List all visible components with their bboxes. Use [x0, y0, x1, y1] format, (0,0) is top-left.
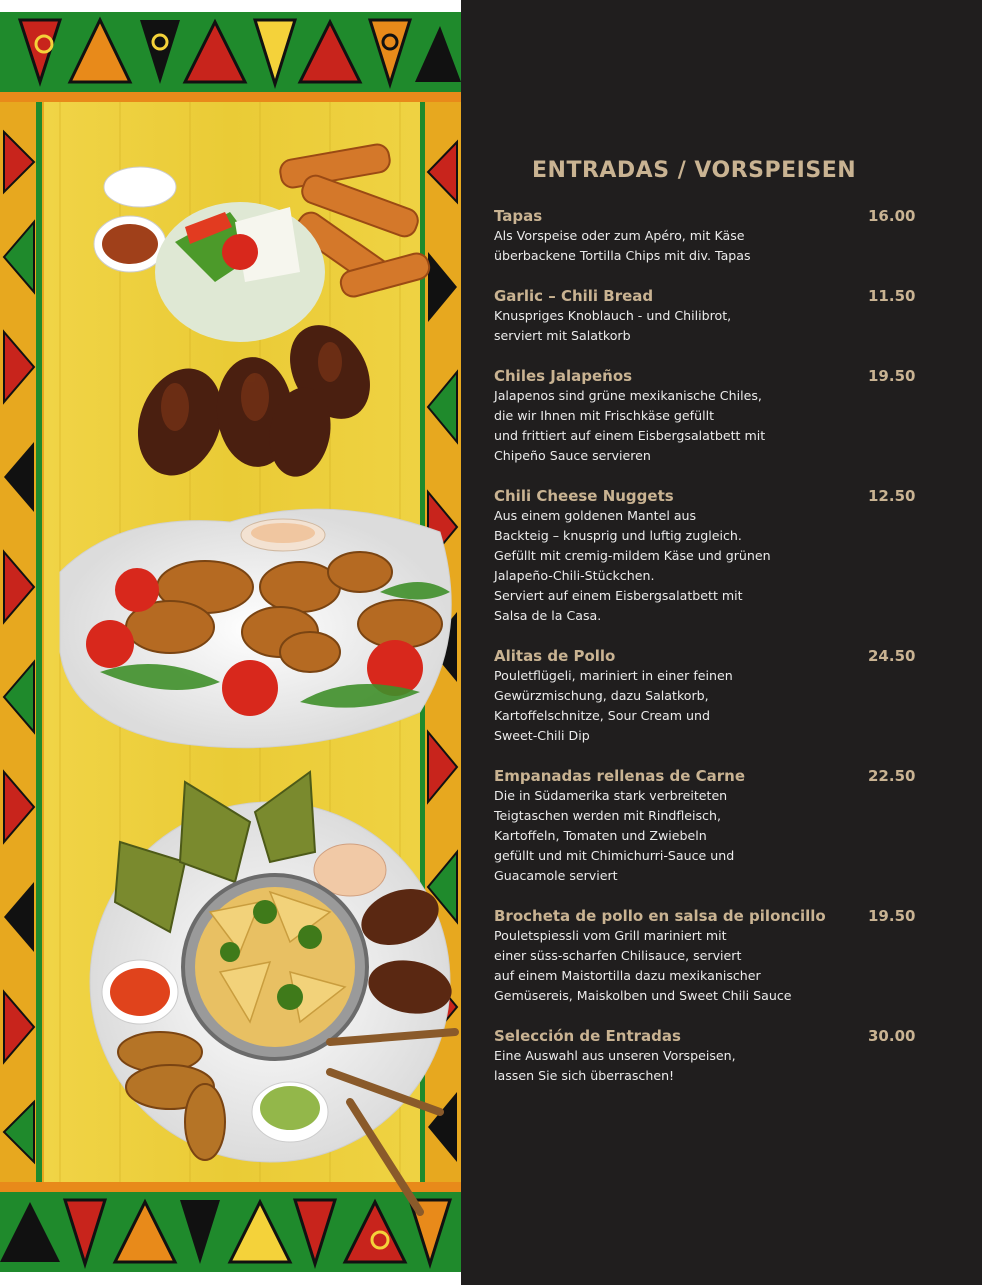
- menu-item-name: Alitas de Pollo: [494, 647, 616, 665]
- food-artwork-panel: [0, 12, 461, 1272]
- menu-item-price: 16.00: [868, 207, 916, 225]
- chili-cheese-nuggets-plate-photo: [60, 509, 451, 748]
- bottom-pattern-border: [0, 1182, 461, 1272]
- menu-item-price: 19.50: [868, 907, 916, 925]
- menu-item-name: Chiles Jalapeños: [494, 367, 633, 385]
- menu-panel: [461, 0, 982, 1285]
- left-pattern-border: [0, 102, 44, 1182]
- menu-item-name: Tapas: [494, 207, 543, 225]
- menu-item-price: 22.50: [868, 767, 916, 785]
- menu-item-garlic-chili-bread: [494, 286, 924, 346]
- menu-item-description: Pouletspiessli vom Grill mariniert mit einer süss-scharfen Chilisauce, serviert auf einem Maistortilla dazu mexikanischer Gemüsereis, Maiskolben und Sweet Chili Sauce: [494, 928, 792, 1003]
- menu-item-name: Empanadas rellenas de Carne: [494, 767, 746, 785]
- menu-item-description: Pouletflügeli, mariniert in einer feinen Gewürzmischung, dazu Salatkorb, Kartoffelschnitze, Sour Cream und Sweet-Chili Dip: [494, 668, 733, 743]
- menu-item-price: 24.50: [868, 647, 916, 665]
- menu-item-price: 30.00: [868, 1027, 916, 1045]
- menu-item-description: Aus einem goldenen Mantel aus Backteig – knusprig und luftig zugleich. Gefüllt mit cremig-mildem Käse und grünen Jalapeño-Chili-Stückchen. Serviert auf einem Eisbergsalatbett mit Salsa de la Casa.: [494, 508, 771, 623]
- menu-item-price: 12.50: [868, 487, 916, 505]
- menu-item-name: Brocheta de pollo en salsa de piloncillo: [494, 907, 826, 925]
- menu-item-empanadas: [494, 766, 924, 886]
- menu-item-name: Garlic – Chili Bread: [494, 287, 654, 305]
- menu-item-name: Selección de Entradas: [494, 1027, 681, 1045]
- menu-item-tapas: [494, 206, 924, 266]
- menu-item-name: Chili Cheese Nuggets: [494, 487, 674, 505]
- menu-item-price: 19.50: [868, 367, 916, 385]
- menu-item-price: 11.50: [868, 287, 916, 305]
- menu-section-title: ENTRADAS / VORSPEISEN: [532, 158, 857, 183]
- menu-item-seleccion-de-entradas: [494, 1026, 924, 1086]
- menu-item-chiles-jalapenos: [494, 366, 924, 466]
- menu-item-description: Jalapenos sind grüne mexikanische Chiles, die wir Ihnen mit Frischkäse gefüllt und frittiert auf einem Eisbergsalatbett mit Chipeño Sauce servieren: [494, 388, 766, 463]
- menu-item-description: Eine Auswahl aus unseren Vorspeisen, lassen Sie sich überraschen!: [494, 1048, 736, 1083]
- menu-item-brocheta-de-pollo: [494, 906, 924, 1006]
- menu-item-alitas-de-pollo: [494, 646, 924, 746]
- menu-item-description: Die in Südamerika stark verbreiteten Teigtaschen werden mit Rindfleisch, Kartoffeln, Tomaten und Zwiebeln gefüllt und mit Chimichurri-Sauce und Guacamole serviert: [494, 788, 735, 883]
- top-pattern-border: [0, 12, 461, 102]
- menu-item-description: Als Vorspeise oder zum Apéro, mit Käse überbackene Tortilla Chips mit div. Tapas: [494, 228, 751, 263]
- menu-item-description: Knuspriges Knoblauch - und Chilibrot, serviert mit Salatkorb: [494, 308, 732, 343]
- menu-item-chili-cheese-nuggets: [494, 486, 924, 626]
